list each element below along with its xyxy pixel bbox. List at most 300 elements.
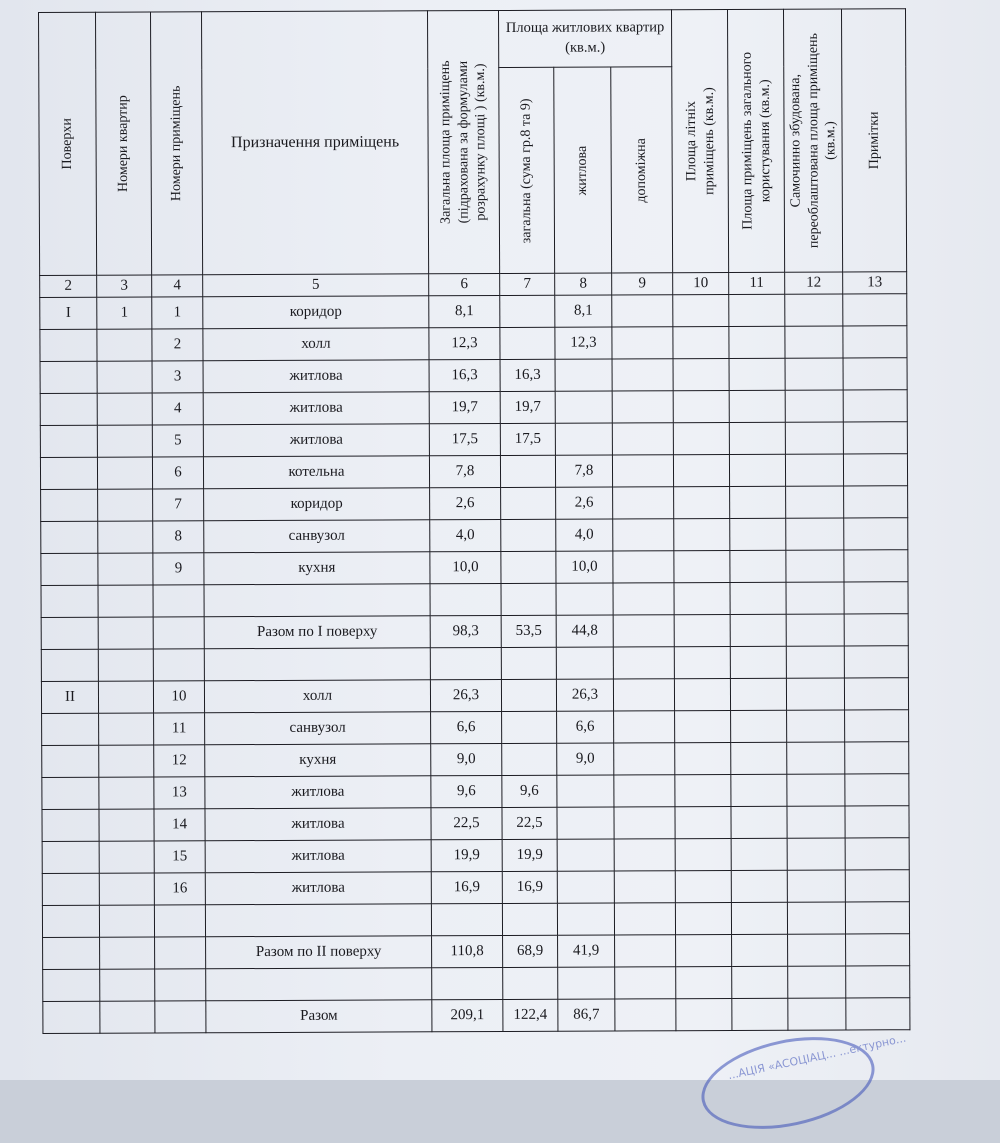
cell-floor [41,553,98,585]
cell-floor [42,905,99,937]
cell-apartment [97,329,152,361]
cell-empty [845,838,909,870]
cell-floor [42,713,99,745]
table-row [42,806,909,842]
stamp-text: ...АЦІЯ «АСОЦІАЦ... ...ектурно... [726,1031,908,1083]
cell-empty [846,966,910,998]
cell-empty [786,646,844,678]
cell-auxiliary-area: 44,8 [556,615,613,647]
cell-apartment [99,809,154,841]
cell-total-area [431,903,502,935]
cell-empty [674,678,730,710]
table-row [42,870,909,906]
cell-empty [615,935,676,967]
cell-floor [42,745,99,777]
cell-empty [614,711,675,743]
cell-empty [844,486,908,518]
cell-empty [787,742,845,774]
cell-auxiliary-area: 4,0 [556,519,613,551]
header-total-area-line: Загальна площа приміщень [437,60,454,224]
cell-empty [732,998,788,1030]
cell-auxiliary-area: 7,8 [555,455,612,487]
cell-apartment [99,873,154,905]
cell-residential-area [500,455,555,487]
cell-apartment [98,617,153,649]
cell-auxiliary-area [555,391,612,423]
cell-empty [844,646,908,678]
cell-empty [788,966,846,998]
cell-empty [675,870,731,902]
cell-room-number [153,617,204,649]
cell-apartment [98,553,153,585]
cell-total-area: 6,6 [431,711,502,743]
cell-empty [612,359,673,391]
cell-empty [673,294,729,326]
cell-room-number: 11 [154,713,205,745]
cell-empty [731,742,787,774]
cell-apartment [98,521,153,553]
cell-floor [42,777,99,809]
cell-empty [729,454,785,486]
header-total-area [427,10,499,273]
table-row [41,614,908,650]
header-room-numbers: Номери приміщень [151,12,203,275]
cell-empty [845,742,909,774]
cell-auxiliary-area [555,359,612,391]
cell-total-area: 9,6 [431,775,502,807]
cell-apartment [99,777,154,809]
cell-empty [676,934,732,966]
cell-room-purpose [205,904,431,937]
cell-residential-area [501,487,556,519]
cell-empty [729,358,785,390]
cell-room-purpose: кухня [205,744,431,777]
cell-total-area: 12,3 [429,327,500,359]
cell-empty [730,614,786,646]
cell-empty [613,551,674,583]
cell-total-area: 9,0 [431,743,502,775]
cell-empty [613,647,674,679]
cell-empty [730,486,786,518]
table-row [41,518,908,554]
cell-floor [41,521,98,553]
cell-auxiliary-area [557,807,614,839]
cell-empty [674,486,730,518]
cell-floor [43,969,100,1001]
header-living-auxiliary: допоміжна [611,67,673,273]
table-row [43,966,910,1002]
cell-total-area: 2,6 [430,487,501,519]
cell-residential-area [501,519,556,551]
cell-empty [787,870,845,902]
cell-auxiliary-area: 10,0 [556,551,613,583]
cell-empty [675,710,731,742]
cell-room-purpose: холл [204,680,430,713]
cell-floor [43,1001,100,1033]
cell-residential-area [501,647,556,679]
cell-room-purpose: санвузол [205,712,431,745]
table-row [42,742,909,778]
cell-total-area: 8,1 [429,295,500,327]
cell-residential-area [501,551,556,583]
area-explication-table [38,8,910,1034]
cell-total-area: 19,7 [429,391,500,423]
cell-empty [613,519,674,551]
cell-empty [730,678,786,710]
cell-empty [785,326,843,358]
cell-empty [844,678,908,710]
cell-empty [729,390,785,422]
cell-auxiliary-area: 9,0 [557,743,614,775]
cell-residential-area [500,295,555,327]
cell-auxiliary-area [556,583,613,615]
cell-apartment [98,649,153,681]
cell-residential-area: 22,5 [502,807,557,839]
cell-room-purpose [204,584,430,617]
cell-apartment [100,969,155,1001]
cell-empty [846,998,910,1030]
cell-total-area: 22,5 [431,807,502,839]
cell-room-number: 5 [152,425,203,457]
cell-empty [845,774,909,806]
cell-empty [788,934,846,966]
cell-empty [729,294,785,326]
column-number: 8 [555,273,612,295]
cell-auxiliary-area [557,903,614,935]
cell-floor [40,393,97,425]
header-total-area-line: (підрахована за формулами [455,60,472,224]
cell-apartment [98,585,153,617]
header-common-use-line: користування (кв.м.) [756,79,773,203]
cell-total-area: 17,5 [429,423,500,455]
cell-empty [729,422,785,454]
cell-empty [845,710,909,742]
cell-empty [614,775,675,807]
cell-total-area: 110,8 [432,935,503,967]
cell-empty [615,999,676,1031]
cell-room-number: 14 [154,809,205,841]
cell-empty [843,422,907,454]
cell-room-purpose: Разом [206,1000,432,1033]
cell-empty [785,422,843,454]
cell-room-purpose: кухня [204,552,430,585]
table-row [43,934,910,970]
cell-auxiliary-area: 8,1 [555,295,612,327]
cell-empty [730,646,786,678]
cell-room-purpose: житлова [205,840,431,873]
cell-empty [615,967,676,999]
header-floors: Поверхи [39,12,97,275]
table-row [41,678,908,714]
cell-empty [786,550,844,582]
cell-room-purpose: житлова [205,776,431,809]
cell-room-purpose: Разом по I поверху [204,616,430,649]
header-living-total: загальна (сума гр.8 та 9) [499,67,555,273]
table-row [42,838,909,874]
cell-floor [42,809,99,841]
cell-apartment: 1 [97,297,152,329]
cell-empty [786,486,844,518]
cell-floor [40,457,97,489]
cell-empty [732,966,788,998]
cell-auxiliary-area: 12,3 [555,327,612,359]
cell-empty [673,422,729,454]
cell-room-purpose: холл [203,328,429,361]
header-room-purpose: Призначення приміщень [202,11,429,275]
cell-empty [675,806,731,838]
cell-empty [729,326,785,358]
cell-empty [674,550,730,582]
cell-empty [673,454,729,486]
cell-auxiliary-area [557,775,614,807]
cell-empty [785,454,843,486]
cell-empty [612,391,673,423]
table-row [40,390,907,426]
cell-total-area: 10,0 [430,551,501,583]
cell-room-number: 2 [152,329,203,361]
cell-apartment [100,937,155,969]
cell-empty [732,934,788,966]
cell-floor [40,361,97,393]
cell-empty [613,679,674,711]
cell-floor [41,489,98,521]
cell-empty [613,487,674,519]
header-summer-rooms-line: Площа літніх [683,101,699,182]
cell-empty [674,614,730,646]
cell-total-area: 4,0 [430,519,501,551]
cell-empty [787,806,845,838]
cell-room-number [155,969,206,1001]
cell-empty [675,774,731,806]
cell-empty [843,326,907,358]
cell-residential-area [501,679,556,711]
cell-empty [614,903,675,935]
cell-room-purpose: коридор [204,488,430,521]
cell-total-area: 7,8 [429,455,500,487]
cell-empty [675,902,731,934]
cell-residential-area [503,967,558,999]
cell-auxiliary-area [557,839,614,871]
header-self-built-line: переоблаштована площа приміщень [804,33,821,249]
column-number: 11 [729,272,785,294]
cell-total-area: 26,3 [430,679,501,711]
cell-empty [844,550,908,582]
cell-floor [41,617,98,649]
header-self-built-line: (кв.м.) [822,121,838,160]
cell-apartment [98,489,153,521]
cell-empty [731,902,787,934]
cell-apartment [100,1001,155,1033]
cell-apartment [97,361,152,393]
column-number: 3 [97,275,152,297]
cell-empty [614,871,675,903]
cell-auxiliary-area [555,423,612,455]
cell-auxiliary-area [557,871,614,903]
cell-room-purpose: котельна [203,456,429,489]
cell-empty [676,998,732,1030]
cell-empty [786,518,844,550]
table-row [40,454,907,490]
cell-empty [843,358,907,390]
cell-empty [730,550,786,582]
cell-room-number: 13 [154,777,205,809]
cell-room-purpose [206,968,432,1001]
cell-room-purpose: санвузол [204,520,430,553]
cell-room-purpose: житлова [203,360,429,393]
cell-empty [843,454,907,486]
cell-residential-area: 16,3 [500,359,555,391]
cell-room-number: 10 [153,681,204,713]
cell-empty [675,742,731,774]
table-row [42,774,909,810]
cell-empty [613,583,674,615]
cell-auxiliary-area: 41,9 [558,935,615,967]
cell-empty [786,614,844,646]
header-living-area: Площа житлових квартир (кв.м.) [498,10,671,68]
column-number: 7 [500,273,555,295]
cell-residential-area: 9,6 [502,775,557,807]
cell-room-number: 6 [152,457,203,489]
cell-empty [731,710,787,742]
cell-residential-area: 122,4 [503,999,558,1031]
cell-empty [675,838,731,870]
cell-total-area: 19,9 [431,839,502,871]
cell-empty [612,423,673,455]
cell-residential-area: 17,5 [500,423,555,455]
cell-room-purpose: коридор [203,296,429,329]
cell-empty [845,870,909,902]
cell-empty [674,582,730,614]
cell-floor [41,585,98,617]
cell-residential-area [502,903,557,935]
cell-auxiliary-area: 6,6 [557,711,614,743]
column-number: 13 [843,272,907,294]
cell-room-number: 9 [153,553,204,585]
cell-room-purpose [204,648,430,681]
cell-residential-area [502,743,557,775]
table-row [42,902,909,938]
cell-empty [846,934,910,966]
cell-room-number: 12 [154,745,205,777]
cell-apartment [99,713,154,745]
cell-residential-area: 16,9 [502,871,557,903]
cell-empty [614,839,675,871]
cell-empty [843,294,907,326]
cell-auxiliary-area [558,967,615,999]
table-row [40,294,907,330]
cell-room-number: 4 [152,393,203,425]
cell-room-number: 1 [152,297,203,329]
column-number: 4 [152,275,203,297]
cell-floor [42,841,99,873]
cell-floor [41,649,98,681]
cell-total-area [430,583,501,615]
cell-floor [40,425,97,457]
cell-room-number [154,905,205,937]
column-number: 12 [785,272,843,294]
cell-empty [787,774,845,806]
cell-empty [787,838,845,870]
cell-auxiliary-area [556,647,613,679]
cell-total-area: 16,3 [429,359,500,391]
cell-empty [614,807,675,839]
table-row [41,550,908,586]
cell-floor [42,873,99,905]
cell-empty [845,806,909,838]
table-row [40,326,907,362]
cell-empty [788,998,846,1030]
cell-apartment [97,425,152,457]
cell-room-purpose: житлова [205,872,431,905]
cell-empty [730,518,786,550]
header-self-built [783,9,842,272]
cell-room-purpose: житлова [203,392,429,425]
cell-empty [612,455,673,487]
header-apartment-numbers: Номери квартир [96,12,152,275]
table-row [40,358,907,394]
header-summer-rooms [671,9,728,272]
column-number: 5 [203,274,429,297]
cell-floor: II [41,681,98,713]
cell-residential-area [501,583,556,615]
cell-empty [673,390,729,422]
cell-room-number: 8 [153,521,204,553]
cell-empty [612,295,673,327]
cell-empty [674,518,730,550]
cell-empty [785,294,843,326]
cell-empty [731,806,787,838]
cell-room-purpose: Разом по II поверху [206,936,432,969]
cell-empty [845,902,909,934]
cell-total-area: 16,9 [431,871,502,903]
cell-empty [844,614,908,646]
cell-empty [731,870,787,902]
table-row [40,422,907,458]
cell-auxiliary-area: 86,7 [558,999,615,1031]
cell-room-number [155,937,206,969]
cell-residential-area [500,327,555,359]
cell-floor: I [40,297,97,329]
table-row [41,582,908,618]
cell-empty [731,838,787,870]
column-number: 10 [673,272,729,294]
cell-floor [40,329,97,361]
cell-empty [787,902,845,934]
header-common-use [727,9,784,272]
column-number: 2 [40,275,97,297]
header-living-residential: житлова [554,67,612,273]
cell-room-number [155,1001,206,1033]
cell-room-number: 7 [153,489,204,521]
cell-residential-area: 19,9 [502,839,557,871]
table-row [42,710,909,746]
cell-apartment [99,745,154,777]
cell-empty [785,358,843,390]
table-row [41,486,908,522]
cell-room-purpose: житлова [205,808,431,841]
cell-apartment [99,905,154,937]
cell-empty [674,646,730,678]
cell-empty [786,582,844,614]
cell-room-number [153,585,204,617]
cell-empty [731,774,787,806]
cell-residential-area: 19,7 [500,391,555,423]
cell-empty [730,582,786,614]
cell-total-area [430,647,501,679]
seal-stamp [693,1023,908,1143]
cell-total-area: 98,3 [430,615,501,647]
cell-room-purpose: житлова [203,424,429,457]
